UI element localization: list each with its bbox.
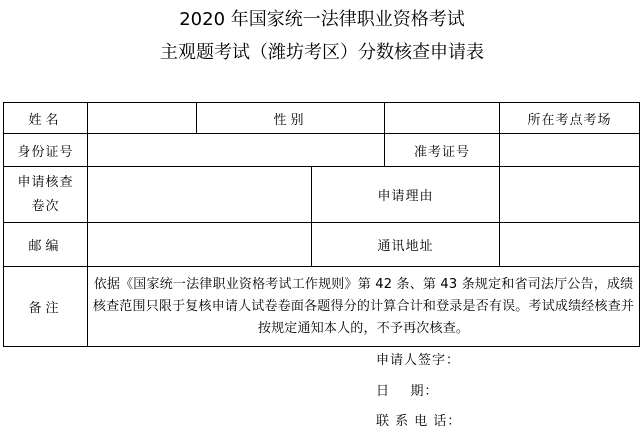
form-row-id bbox=[4, 134, 640, 167]
applicant-signature-label: 申请人签字： bbox=[376, 353, 461, 368]
review-subject-label-line1: 申请核查 bbox=[17, 174, 74, 190]
form-row-postcode bbox=[4, 223, 640, 267]
review-subject-label bbox=[4, 167, 88, 223]
date-label: 日 期： bbox=[376, 384, 439, 399]
reason-value-cell[interactable] bbox=[500, 167, 640, 223]
document-title-line2: 主观题考试（潍坊考区）分数核查申请表 bbox=[160, 42, 484, 63]
admission-number-value-cell[interactable] bbox=[500, 134, 640, 167]
id-number-label: 身份证号 bbox=[4, 134, 88, 167]
gender-value-cell[interactable] bbox=[385, 103, 500, 134]
notes-text: 依据《国家统一法律职业资格考试工作规则》第 42 条、第 43 条规定和省司法厅公告，成绩核查范围只限于复核申请人试卷卷面各题得分的计算合计和登录是否有误。考试成绩经核查并按规定通知本人的，不予再次核查。 bbox=[88, 267, 640, 347]
postcode-label: 邮编 bbox=[4, 223, 88, 267]
document-title-line1: 2020 年国家统一法律职业资格考试 bbox=[179, 9, 465, 30]
phone-label: 联 系 电 话： bbox=[376, 414, 462, 429]
form-row-name bbox=[4, 103, 640, 134]
application-form-table bbox=[3, 102, 640, 347]
form-row-review bbox=[4, 167, 640, 223]
notes-label: 备注 bbox=[4, 267, 88, 347]
exam-site-label: 所在考点考场 bbox=[500, 103, 640, 134]
gender-label: 性别 bbox=[197, 103, 385, 134]
review-subject-label-line2: 卷次 bbox=[31, 198, 60, 214]
reason-label: 申请理由 bbox=[312, 167, 500, 223]
review-subject-value-cell[interactable] bbox=[88, 167, 312, 223]
admission-number-label: 准考证号 bbox=[385, 134, 500, 167]
form-row-notes bbox=[4, 267, 640, 347]
address-label: 通讯地址 bbox=[312, 223, 500, 267]
name-label: 姓名 bbox=[4, 103, 88, 134]
name-value-cell[interactable] bbox=[88, 103, 197, 134]
postcode-value-cell[interactable] bbox=[88, 223, 312, 267]
address-value-cell[interactable] bbox=[500, 223, 640, 267]
id-number-value-cell[interactable] bbox=[88, 134, 385, 167]
